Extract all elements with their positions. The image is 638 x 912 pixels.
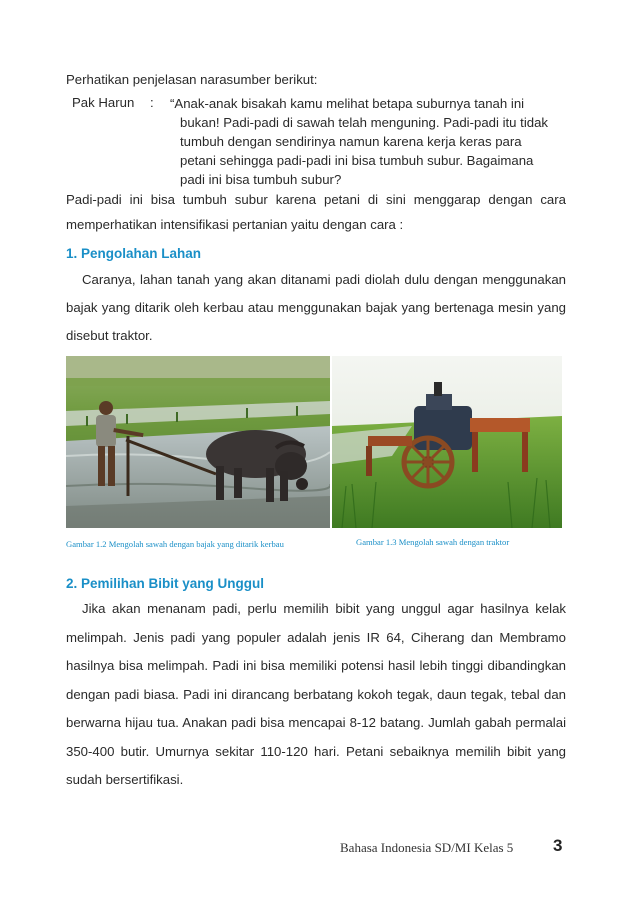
figure-caption: Gambar 1.3 Mengolah sawah dengan traktor — [356, 537, 510, 547]
dialog-line: petani sehingga padi-padi ini bisa tumbuh subur. Bagaimana — [180, 153, 534, 168]
section-heading-pengolahan-lahan: 1. Pengolahan Lahan — [66, 246, 202, 261]
page-number: 3 — [553, 836, 563, 855]
section-body-pemilihan-bibit: Jika akan menanam padi, perlu memilih bibit yang unggul agar hasilnya kelak melimpah. Jenis padi yang populer adalah jenis IR 64, Ciherang dan Membramo hasilnya bisa melimpah. Padi ini bisa memiliki potensi hasil lebih tinggi dibandingkan dengan padi biasa. Padi ini dirancang berbatang kokoh tegak, daun tegak, tebal dan berwarna hijau tua. Anakan padi bisa mencapai 8-12 batang. Jumlah gabah permalai 350-400 butir. Umurnya sekitar 110-120 hari. Petani sebaiknya memilih bibit yang sudah bersertifikasi. — [66, 601, 566, 787]
buffalo-plow-photo — [66, 356, 330, 528]
section-heading-pemilihan-bibit: 2. Pemilihan Bibit yang Unggul — [66, 576, 265, 591]
dialog-line: padi ini bisa tumbuh subur? — [180, 172, 342, 187]
tractor-photo — [332, 356, 562, 528]
dialog-line: bukan! Padi-padi di sawah telah menguning. Padi-padi itu tidak — [180, 115, 549, 130]
section-body-pengolahan-lahan: Caranya, lahan tanah yang akan ditanami padi diolah dulu dengan menggunakan bajak yang ditarik oleh kerbau atau menggunakan bajak yang bertenaga mesin yang disebut traktor. — [66, 272, 566, 343]
dialog-quote — [170, 94, 564, 189]
intro-text: Perhatikan penjelasan narasumber berikut: — [66, 72, 318, 87]
tractor-illustration — [332, 356, 562, 528]
dialog-colon: : — [150, 95, 154, 110]
footer-book-title: Bahasa Indonesia SD/MI Kelas 5 — [340, 840, 514, 855]
lead-paragraph: Padi-padi ini bisa tumbuh subur karena petani di sini menggarap dengan cara memperhatikan intensifikasi pertanian yaitu dengan cara : — [66, 192, 566, 232]
buffalo-plow-illustration — [66, 356, 330, 528]
figure-caption: Gambar 1.2 Mengolah sawah dengan bajak yang ditarik kerbau — [66, 539, 284, 549]
dialog-line: “Anak-anak bisakah kamu melihat betapa suburnya tanah ini — [170, 96, 525, 111]
dialog-line: tumbuh dengan sendirinya namun karena kerja keras para — [180, 134, 522, 149]
dialog-speaker: Pak Harun — [72, 95, 135, 110]
